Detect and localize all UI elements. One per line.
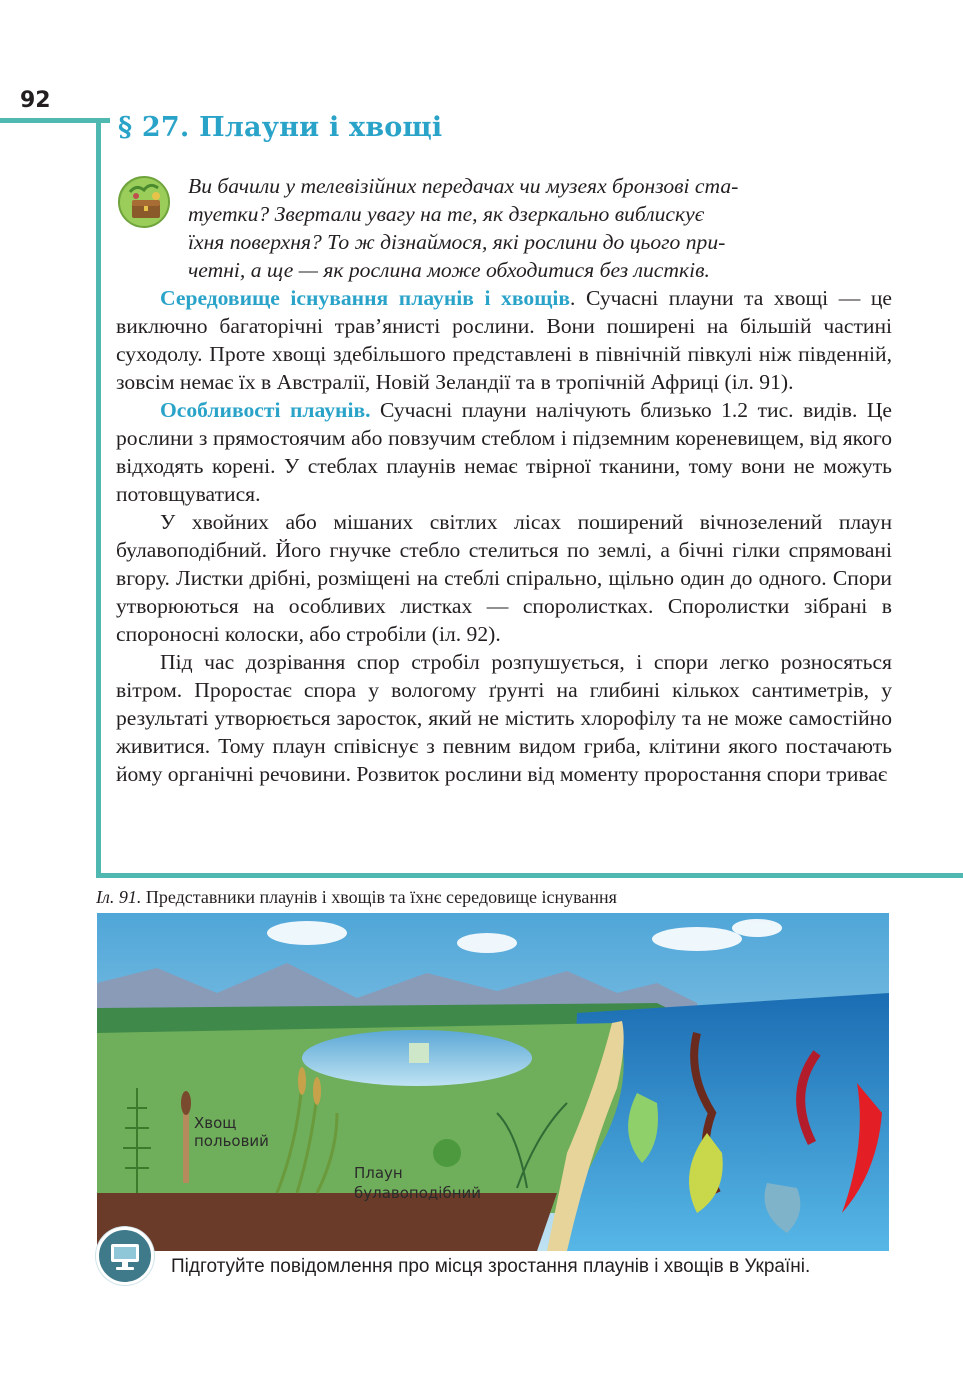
frame-top-line <box>0 118 110 123</box>
intro-line-2: туетки? Звертали увагу на те, як дзеркально виблискує <box>188 202 705 226</box>
habitat-illustration <box>97 913 889 1251</box>
body-text <box>116 172 892 788</box>
paragraph-3: У хвойних або мішаних світлих лісах поширений вічнозелений плаун булавоподібний. Його гнучке стебло стелиться по землі, а бічні гілки спрямовані вгору. Листки дрібні, розміщені на стеблі спірально, щільно один до одного. Спори утворюються на особливих листках — споролистках. Споролистки зібрані в спороносні колоски, або стробіли (іл. 92). <box>116 510 892 646</box>
label-clubmoss-line-1: Плаун <box>354 1164 403 1182</box>
habitat-heading: Середовище існування плаунів і хвощів <box>160 286 571 310</box>
habitat-text: . Сучасні плауни та хвощі — це виключно багаторічні трав’янисті рослини. Вони поширені на більшій частині суходолу. Проте хвощі здебільшого представлені в північній півкулі ніж південній, зовсім немає їх в Австралії, Новій Зеландії та в тропічній Африці (іл. 91). <box>116 286 892 394</box>
intro-line-3: їхня поверхня? То ж дізнаймося, які рослини до цього при- <box>188 230 726 254</box>
intro-line-1: Ви бачили у телевізійних передачах чи музеях бронзові ста- <box>188 174 739 198</box>
caption-text: Представники плаунів і хвощів та їхнє середовище існування <box>141 887 617 907</box>
figure-caption <box>96 887 617 908</box>
frame-left-line <box>96 118 101 878</box>
paragraph-4: Під час дозрівання спор стробіл розпушується, і спори легко розносяться вітром. Проростає спора у вологому ґрунті на глибині кількох сантиметрів, у результаті утворюється заросток, який не містить хлорофілу та не може самостійно живитися. Тому плаун співіснує з певним видом гриба, клітини якого постачають йому органічні речовини. Розвиток рослини від моменту проростання спори триває <box>116 650 892 786</box>
frame-bottom-line <box>96 873 963 878</box>
caption-id: Іл. 91. <box>96 887 142 907</box>
computer-task-icon <box>96 1227 154 1285</box>
features-paragraph <box>116 396 892 508</box>
label-clubmoss-line-2: булавоподібний <box>354 1184 482 1202</box>
page-number: 92 <box>20 88 51 113</box>
habitat-paragraph <box>116 284 892 396</box>
section-title: § 27. Плауни і хвощі <box>118 112 443 143</box>
task-text: Підготуйте повідомлення про місця зростання плаунів і хвощів в Україні. <box>171 1256 811 1277</box>
label-horsetail-line-1: Хвощ <box>194 1114 237 1132</box>
label-horsetail-line-2: польовий <box>194 1132 269 1150</box>
intro-line-4: четні, а ще — як рослина може обходитися без листків. <box>188 258 710 282</box>
features-text: Сучасні плауни налічують близько 1.2 тис. видів. Це рослини з прямостоячим або повзучим стеблом і підземним кореневищем, від якого відходять корені. У стеблах плаунів немає твірної тканини, тому вони не можуть потовщуватися. <box>116 398 892 506</box>
features-heading: Особливості плаунів. <box>160 398 371 422</box>
